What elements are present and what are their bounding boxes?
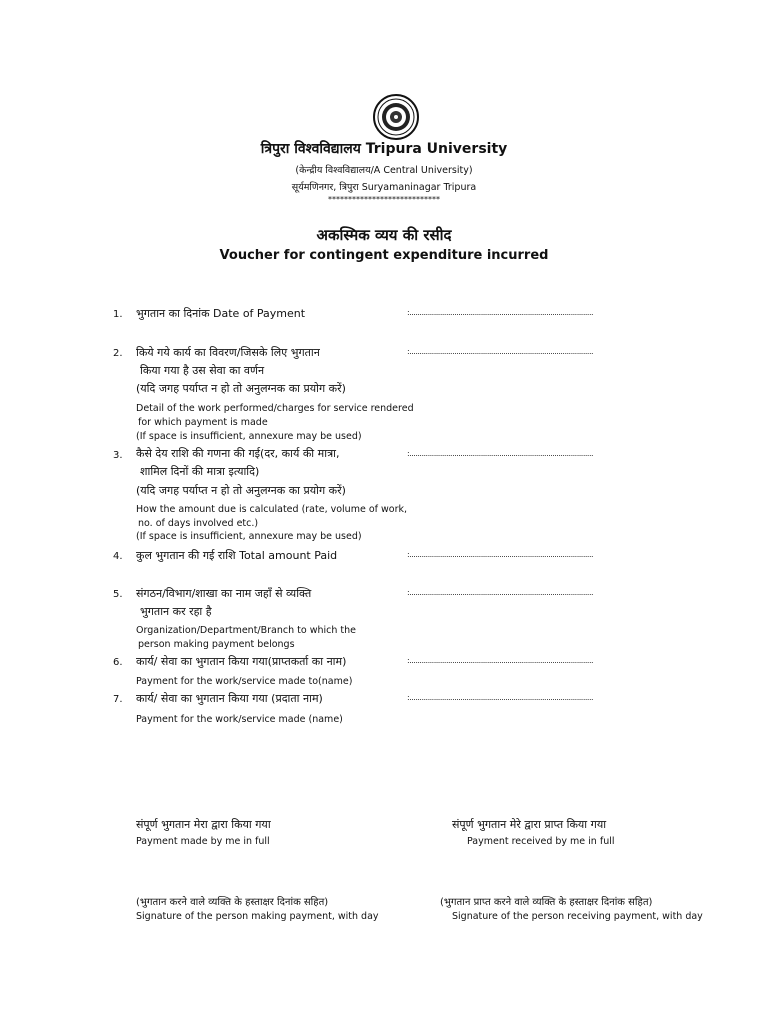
item-6-line-1: कार्य/ सेवा का भुगतान किया गया(प्राप्तकर्ता का नाम)	[136, 655, 347, 668]
item-2-line-3: (यदि जगह पर्याप्त न हो तो अनुलग्नक का प्रयोग करें)	[136, 382, 346, 395]
item-2-line-6: (If space is insufficient, annexure may be used)	[136, 431, 362, 442]
item-5-line-4: person making payment belongs	[138, 639, 295, 650]
item-3-line-3: (यदि जगह पर्याप्त न हो तो अनुलग्नक का प्रयोग करें)	[136, 484, 346, 497]
item-4-label: कुल भुगतान की गई राशि Total amount Paid	[136, 549, 338, 562]
payment-received-english: Payment received by me in full	[467, 836, 615, 847]
payer-signature-english: Signature of the person making payment, with day	[136, 911, 379, 922]
item-2-line-2: किया गया है उस सेवा का वर्णन	[140, 364, 265, 377]
item-5-field[interactable]: :..........................................................................................	[407, 588, 594, 597]
item-3-number: 3.	[113, 450, 123, 461]
receiver-signature-english: Signature of the person receiving payment, with day	[452, 911, 703, 922]
item-2-line-5: for which payment is made	[138, 417, 268, 428]
item-2-line-4: Detail of the work performed/charges for service rendered	[136, 403, 414, 414]
item-3-field[interactable]: :..........................................................................................	[407, 449, 594, 458]
item-7-line-1: कार्य/ सेवा का भुगतान किया गया (प्रदाता नाम)	[136, 692, 323, 705]
item-5-line-2: भुगतान कर रहा है	[140, 605, 212, 618]
university-name: त्रिपुरा विश्वविद्यालय Tripura University	[260, 141, 508, 157]
item-1-label: भुगतान का दिनांक Date of Payment	[136, 307, 306, 320]
item-3-line-6: (If space is insufficient, annexure may be used)	[136, 531, 362, 542]
payment-received-hindi: संपूर्ण भुगतान मेरे द्वारा प्राप्त किया गया	[452, 818, 607, 831]
voucher-title-hindi: अकस्मिक व्यय की रसीद	[316, 226, 452, 244]
item-2-number: 2.	[113, 348, 123, 359]
payer-signature-hindi: (भुगतान करने वाले व्यक्ति के हस्ताक्षर दिनांक सहित)	[136, 897, 329, 908]
receiver-signature-hindi: (भुगतान प्राप्त करने वाले व्यक्ति के हस्ताक्षर दिनांक सहित)	[440, 897, 653, 908]
item-6-field[interactable]: :..........................................................................................	[407, 656, 594, 665]
item-1-number: 1.	[113, 309, 123, 320]
item-7-field[interactable]: :..........................................................................................	[407, 693, 594, 702]
item-2-line-1: किये गये कार्य का विवरण/जिसके लिए भुगतान	[136, 346, 320, 359]
item-4-field[interactable]: :..........................................................................................	[407, 550, 594, 559]
item-5-number: 5.	[113, 589, 123, 600]
stars-divider: ****************************	[328, 195, 440, 204]
item-3-line-2: शामिल दिनों की मात्रा इत्यादि)	[140, 465, 260, 478]
payment-made-english: Payment made by me in full	[136, 836, 270, 847]
item-6-number: 6.	[113, 657, 123, 668]
item-7-line-2: Payment for the work/service made (name)	[136, 714, 343, 725]
item-5-line-3: Organization/Department/Branch to which the	[136, 625, 356, 636]
item-7-number: 7.	[113, 694, 123, 705]
item-3-line-4: How the amount due is calculated (rate, volume of work,	[136, 504, 408, 515]
university-seal-icon	[373, 94, 419, 140]
payment-made-hindi: संपूर्ण भुगतान मेरा द्वारा किया गया	[136, 818, 271, 831]
voucher-title-english: Voucher for contingent expenditure incurred	[219, 248, 549, 263]
item-4-number: 4.	[113, 551, 123, 562]
item-3-line-5: no. of days involved etc.)	[138, 518, 259, 529]
item-6-line-2: Payment for the work/service made to(name)	[136, 676, 353, 687]
item-2-field[interactable]: :..........................................................................................	[407, 347, 594, 356]
item-1-field[interactable]: :..........................................................................................	[407, 308, 594, 317]
item-5-line-1: संगठन/विभाग/शाखा का नाम जहाँ से व्यक्ति	[136, 587, 312, 600]
location-label: सूर्यमणिनगर, त्रिपुरा Suryamaninagar Tripura	[291, 182, 477, 193]
central-university-label: (केन्द्रीय विश्वविद्यालय/A Central University)	[295, 165, 473, 176]
item-3-line-1: कैसे देय राशि की गणना की गई(दर, कार्य की मात्रा,	[136, 447, 340, 460]
